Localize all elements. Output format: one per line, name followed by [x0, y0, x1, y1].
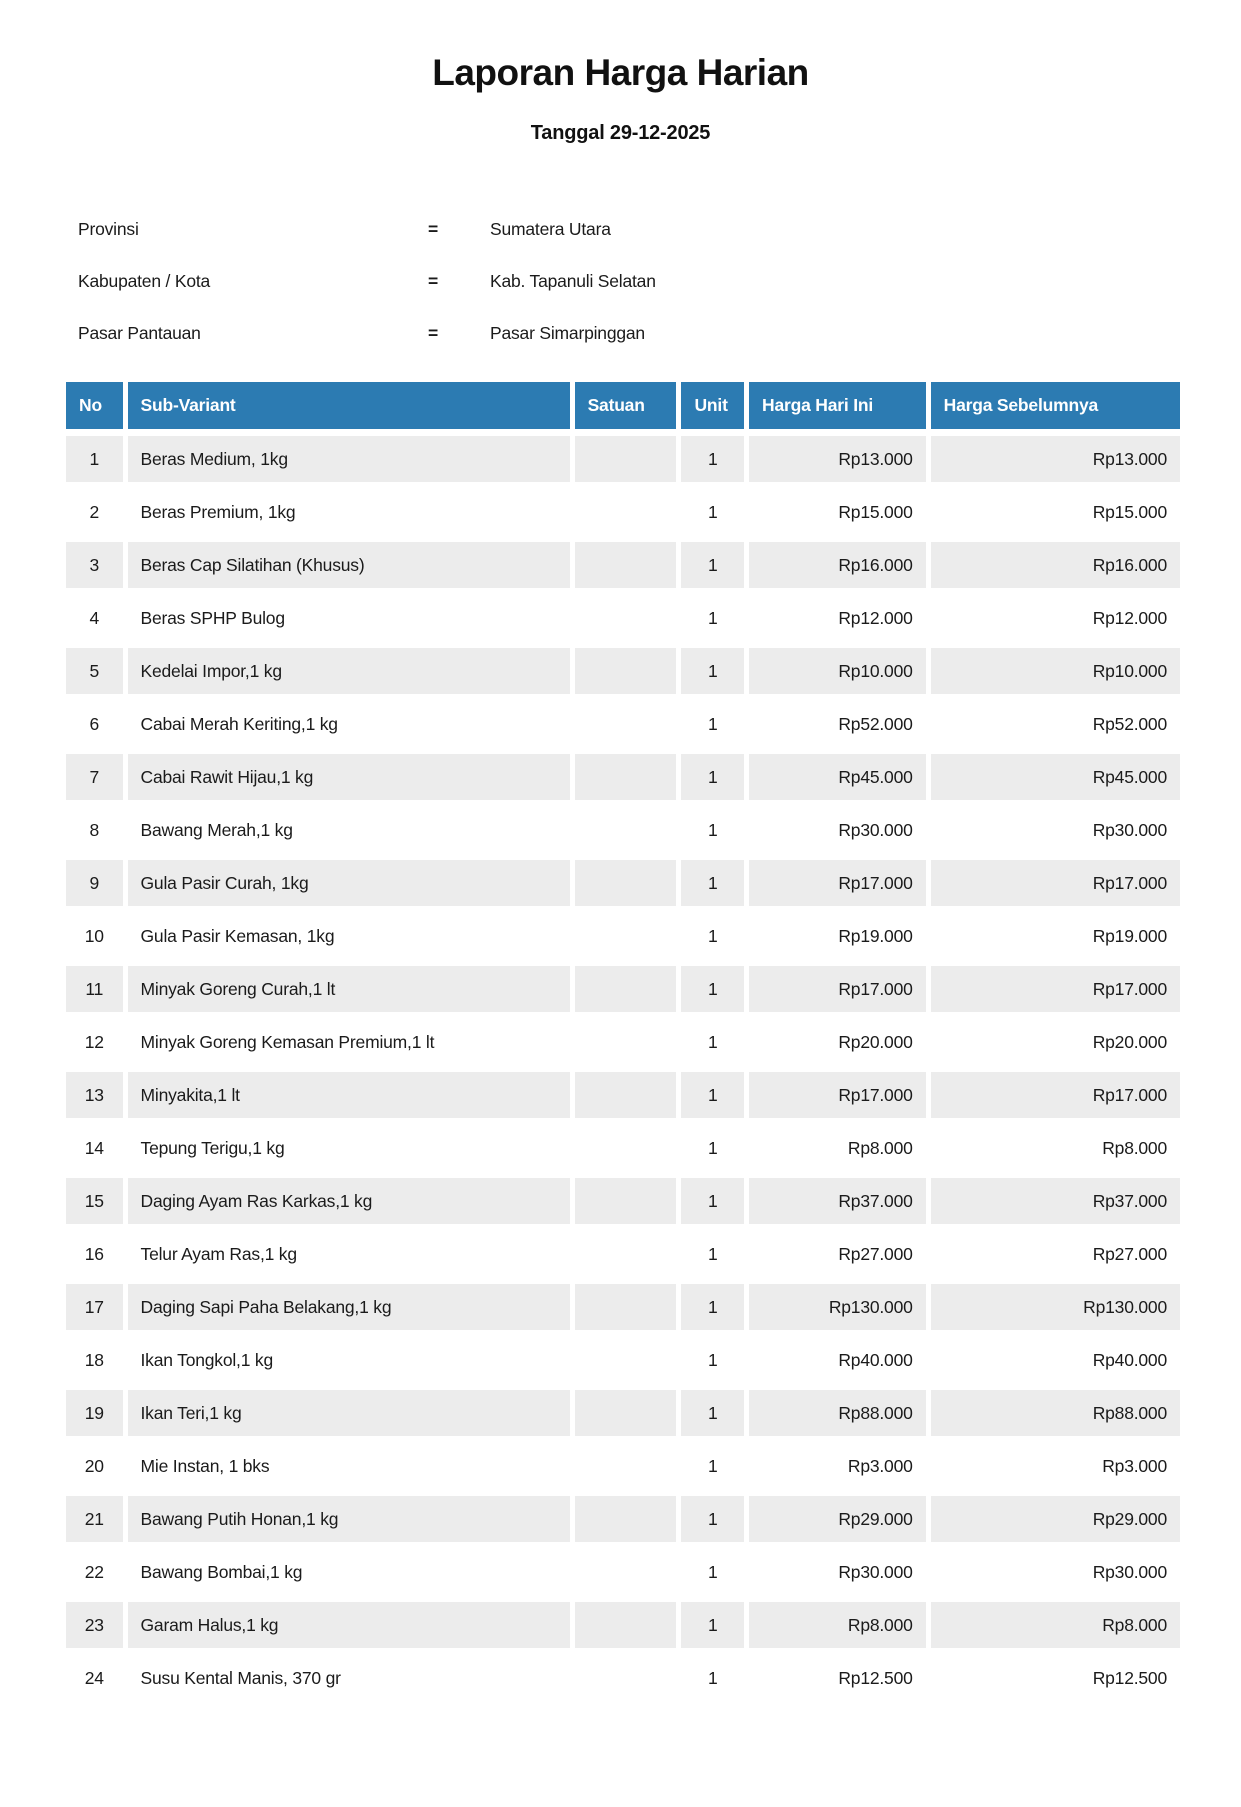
cell-harga-sebelumnya: Rp13.000	[931, 436, 1180, 482]
cell-satuan	[575, 913, 677, 959]
cell-satuan	[575, 1019, 677, 1065]
cell-harga-hari-ini: Rp10.000	[749, 648, 926, 694]
table-row	[66, 860, 1180, 906]
cell-satuan	[575, 754, 677, 800]
cell-satuan	[575, 542, 677, 588]
cell-harga-sebelumnya: Rp8.000	[931, 1602, 1180, 1648]
cell-satuan	[575, 701, 677, 747]
table-row	[66, 913, 1180, 959]
cell-sub-variant: Beras SPHP Bulog	[128, 595, 570, 641]
cell-no: 6	[66, 701, 123, 747]
column-header-unit: Unit	[681, 382, 744, 429]
cell-no: 4	[66, 595, 123, 641]
table-row	[66, 1443, 1180, 1489]
cell-harga-sebelumnya: Rp30.000	[931, 1549, 1180, 1595]
column-header-harga-hari-ini: Harga Hari Ini	[749, 382, 926, 429]
cell-harga-hari-ini: Rp16.000	[749, 542, 926, 588]
cell-unit: 1	[681, 1072, 744, 1118]
cell-unit: 1	[681, 542, 744, 588]
cell-unit: 1	[681, 1284, 744, 1330]
cell-no: 11	[66, 966, 123, 1012]
cell-satuan	[575, 489, 677, 535]
cell-harga-hari-ini: Rp27.000	[749, 1231, 926, 1277]
cell-unit: 1	[681, 1443, 744, 1489]
cell-harga-sebelumnya: Rp16.000	[931, 542, 1180, 588]
cell-satuan	[575, 1549, 677, 1595]
cell-sub-variant: Daging Ayam Ras Karkas,1 kg	[128, 1178, 570, 1224]
cell-harga-hari-ini: Rp3.000	[749, 1443, 926, 1489]
cell-harga-hari-ini: Rp45.000	[749, 754, 926, 800]
cell-harga-hari-ini: Rp20.000	[749, 1019, 926, 1065]
cell-harga-sebelumnya: Rp88.000	[931, 1390, 1180, 1436]
cell-unit: 1	[681, 1655, 744, 1701]
cell-no: 17	[66, 1284, 123, 1330]
cell-satuan	[575, 1178, 677, 1224]
column-header-satuan: Satuan	[575, 382, 677, 429]
cell-unit: 1	[681, 648, 744, 694]
cell-harga-hari-ini: Rp88.000	[749, 1390, 926, 1436]
cell-no: 5	[66, 648, 123, 694]
cell-harga-sebelumnya: Rp37.000	[931, 1178, 1180, 1224]
page-title: Laporan Harga Harian	[432, 52, 809, 93]
report-info	[78, 219, 1241, 343]
cell-no: 24	[66, 1655, 123, 1701]
cell-sub-variant: Bawang Merah,1 kg	[128, 807, 570, 853]
cell-sub-variant: Minyakita,1 lt	[128, 1072, 570, 1118]
cell-unit: 1	[681, 1602, 744, 1648]
table-row	[66, 1178, 1180, 1224]
cell-unit: 1	[681, 1390, 744, 1436]
cell-sub-variant: Cabai Merah Keriting,1 kg	[128, 701, 570, 747]
table-row	[66, 1549, 1180, 1595]
cell-no: 20	[66, 1443, 123, 1489]
cell-satuan	[575, 807, 677, 853]
cell-harga-sebelumnya: Rp52.000	[931, 701, 1180, 747]
cell-harga-hari-ini: Rp40.000	[749, 1337, 926, 1383]
cell-no: 12	[66, 1019, 123, 1065]
cell-satuan	[575, 1231, 677, 1277]
cell-no: 9	[66, 860, 123, 906]
cell-sub-variant: Telur Ayam Ras,1 kg	[128, 1231, 570, 1277]
cell-harga-hari-ini: Rp17.000	[749, 860, 926, 906]
cell-harga-sebelumnya: Rp40.000	[931, 1337, 1180, 1383]
cell-satuan	[575, 1072, 677, 1118]
cell-harga-sebelumnya: Rp12.500	[931, 1655, 1180, 1701]
cell-sub-variant: Ikan Tongkol,1 kg	[128, 1337, 570, 1383]
table-row	[66, 701, 1180, 747]
table-row	[66, 542, 1180, 588]
daily-price-report-page	[0, 52, 1241, 1708]
cell-unit: 1	[681, 860, 744, 906]
cell-no: 19	[66, 1390, 123, 1436]
cell-harga-sebelumnya: Rp10.000	[931, 648, 1180, 694]
cell-sub-variant: Garam Halus,1 kg	[128, 1602, 570, 1648]
cell-harga-hari-ini: Rp29.000	[749, 1496, 926, 1542]
table-row	[66, 754, 1180, 800]
cell-harga-sebelumnya: Rp17.000	[931, 860, 1180, 906]
cell-satuan	[575, 1337, 677, 1383]
cell-no: 8	[66, 807, 123, 853]
cell-harga-sebelumnya: Rp30.000	[931, 807, 1180, 853]
table-row	[66, 595, 1180, 641]
cell-sub-variant: Beras Premium, 1kg	[128, 489, 570, 535]
cell-no: 14	[66, 1125, 123, 1171]
cell-harga-hari-ini: Rp8.000	[749, 1602, 926, 1648]
cell-sub-variant: Cabai Rawit Hijau,1 kg	[128, 754, 570, 800]
cell-satuan	[575, 1496, 677, 1542]
equals-sign: =	[428, 323, 439, 343]
info-value: Sumatera Utara	[490, 219, 611, 239]
cell-unit: 1	[681, 436, 744, 482]
cell-harga-sebelumnya: Rp12.000	[931, 595, 1180, 641]
cell-harga-hari-ini: Rp30.000	[749, 1549, 926, 1595]
cell-unit: 1	[681, 701, 744, 747]
info-value: Pasar Simarpinggan	[490, 323, 645, 343]
column-header-sub-variant: Sub-Variant	[128, 382, 570, 429]
header-row	[66, 382, 1180, 429]
cell-no: 21	[66, 1496, 123, 1542]
cell-satuan	[575, 966, 677, 1012]
table-row	[66, 1390, 1180, 1436]
cell-harga-sebelumnya: Rp19.000	[931, 913, 1180, 959]
price-table	[61, 375, 1185, 1708]
table-row	[66, 1019, 1180, 1065]
info-row-provinsi	[78, 219, 1241, 239]
cell-harga-sebelumnya: Rp20.000	[931, 1019, 1180, 1065]
cell-unit: 1	[681, 1496, 744, 1542]
cell-unit: 1	[681, 1549, 744, 1595]
cell-no: 13	[66, 1072, 123, 1118]
table-row	[66, 1284, 1180, 1330]
cell-harga-sebelumnya: Rp130.000	[931, 1284, 1180, 1330]
cell-harga-sebelumnya: Rp15.000	[931, 489, 1180, 535]
table-row	[66, 1337, 1180, 1383]
cell-sub-variant: Beras Cap Silatihan (Khusus)	[128, 542, 570, 588]
cell-sub-variant: Bawang Putih Honan,1 kg	[128, 1496, 570, 1542]
cell-satuan	[575, 1655, 677, 1701]
cell-harga-hari-ini: Rp8.000	[749, 1125, 926, 1171]
price-table-body	[66, 436, 1180, 1701]
cell-unit: 1	[681, 913, 744, 959]
cell-unit: 1	[681, 1019, 744, 1065]
cell-harga-hari-ini: Rp52.000	[749, 701, 926, 747]
cell-harga-sebelumnya: Rp27.000	[931, 1231, 1180, 1277]
cell-satuan	[575, 648, 677, 694]
cell-harga-hari-ini: Rp13.000	[749, 436, 926, 482]
cell-unit: 1	[681, 807, 744, 853]
cell-no: 18	[66, 1337, 123, 1383]
table-row	[66, 1231, 1180, 1277]
table-row	[66, 1655, 1180, 1701]
cell-no: 10	[66, 913, 123, 959]
cell-satuan	[575, 1443, 677, 1489]
cell-satuan	[575, 1602, 677, 1648]
cell-harga-hari-ini: Rp17.000	[749, 1072, 926, 1118]
cell-harga-hari-ini: Rp15.000	[749, 489, 926, 535]
cell-no: 15	[66, 1178, 123, 1224]
cell-harga-hari-ini: Rp19.000	[749, 913, 926, 959]
cell-harga-sebelumnya: Rp8.000	[931, 1125, 1180, 1171]
cell-harga-sebelumnya: Rp29.000	[931, 1496, 1180, 1542]
cell-harga-hari-ini: Rp30.000	[749, 807, 926, 853]
cell-unit: 1	[681, 489, 744, 535]
cell-no: 22	[66, 1549, 123, 1595]
info-label: Provinsi	[78, 219, 139, 239]
table-row	[66, 1072, 1180, 1118]
table-row	[66, 1496, 1180, 1542]
cell-unit: 1	[681, 1178, 744, 1224]
table-row	[66, 648, 1180, 694]
info-row-kabupaten-kota	[78, 271, 1241, 291]
report-date: Tanggal 29-12-2025	[530, 122, 711, 144]
table-row	[66, 1125, 1180, 1171]
cell-satuan	[575, 436, 677, 482]
cell-harga-hari-ini: Rp17.000	[749, 966, 926, 1012]
cell-unit: 1	[681, 1337, 744, 1383]
table-row	[66, 807, 1180, 853]
info-row-pasar-pantauan	[78, 323, 1241, 343]
cell-harga-hari-ini: Rp130.000	[749, 1284, 926, 1330]
cell-sub-variant: Bawang Bombai,1 kg	[128, 1549, 570, 1595]
cell-unit: 1	[681, 1125, 744, 1171]
cell-harga-sebelumnya: Rp3.000	[931, 1443, 1180, 1489]
cell-sub-variant: Minyak Goreng Curah,1 lt	[128, 966, 570, 1012]
cell-sub-variant: Daging Sapi Paha Belakang,1 kg	[128, 1284, 570, 1330]
cell-no: 3	[66, 542, 123, 588]
equals-sign: =	[428, 219, 439, 239]
cell-sub-variant: Ikan Teri,1 kg	[128, 1390, 570, 1436]
cell-satuan	[575, 860, 677, 906]
cell-sub-variant: Kedelai Impor,1 kg	[128, 648, 570, 694]
cell-no: 7	[66, 754, 123, 800]
info-value: Kab. Tapanuli Selatan	[490, 271, 656, 291]
cell-unit: 1	[681, 966, 744, 1012]
cell-sub-variant: Tepung Terigu,1 kg	[128, 1125, 570, 1171]
cell-no: 16	[66, 1231, 123, 1277]
cell-no: 23	[66, 1602, 123, 1648]
cell-harga-hari-ini: Rp37.000	[749, 1178, 926, 1224]
cell-no: 2	[66, 489, 123, 535]
table-row	[66, 436, 1180, 482]
price-table-header	[66, 382, 1180, 429]
cell-unit: 1	[681, 754, 744, 800]
cell-harga-sebelumnya: Rp17.000	[931, 1072, 1180, 1118]
cell-satuan	[575, 595, 677, 641]
cell-sub-variant: Beras Medium, 1kg	[128, 436, 570, 482]
cell-harga-sebelumnya: Rp17.000	[931, 966, 1180, 1012]
cell-sub-variant: Gula Pasir Kemasan, 1kg	[128, 913, 570, 959]
cell-no: 1	[66, 436, 123, 482]
table-row	[66, 489, 1180, 535]
cell-sub-variant: Gula Pasir Curah, 1kg	[128, 860, 570, 906]
cell-harga-hari-ini: Rp12.500	[749, 1655, 926, 1701]
cell-satuan	[575, 1284, 677, 1330]
cell-satuan	[575, 1125, 677, 1171]
column-header-no: No	[66, 382, 123, 429]
equals-sign: =	[428, 271, 439, 291]
cell-harga-hari-ini: Rp12.000	[749, 595, 926, 641]
column-header-harga-sebelumnya: Harga Sebelumnya	[931, 382, 1180, 429]
cell-sub-variant: Minyak Goreng Kemasan Premium,1 lt	[128, 1019, 570, 1065]
info-label: Pasar Pantauan	[78, 323, 201, 343]
table-row	[66, 966, 1180, 1012]
table-row	[66, 1602, 1180, 1648]
info-label: Kabupaten / Kota	[78, 271, 211, 291]
cell-sub-variant: Susu Kental Manis, 370 gr	[128, 1655, 570, 1701]
cell-unit: 1	[681, 1231, 744, 1277]
cell-satuan	[575, 1390, 677, 1436]
cell-unit: 1	[681, 595, 744, 641]
cell-harga-sebelumnya: Rp45.000	[931, 754, 1180, 800]
cell-sub-variant: Mie Instan, 1 bks	[128, 1443, 570, 1489]
